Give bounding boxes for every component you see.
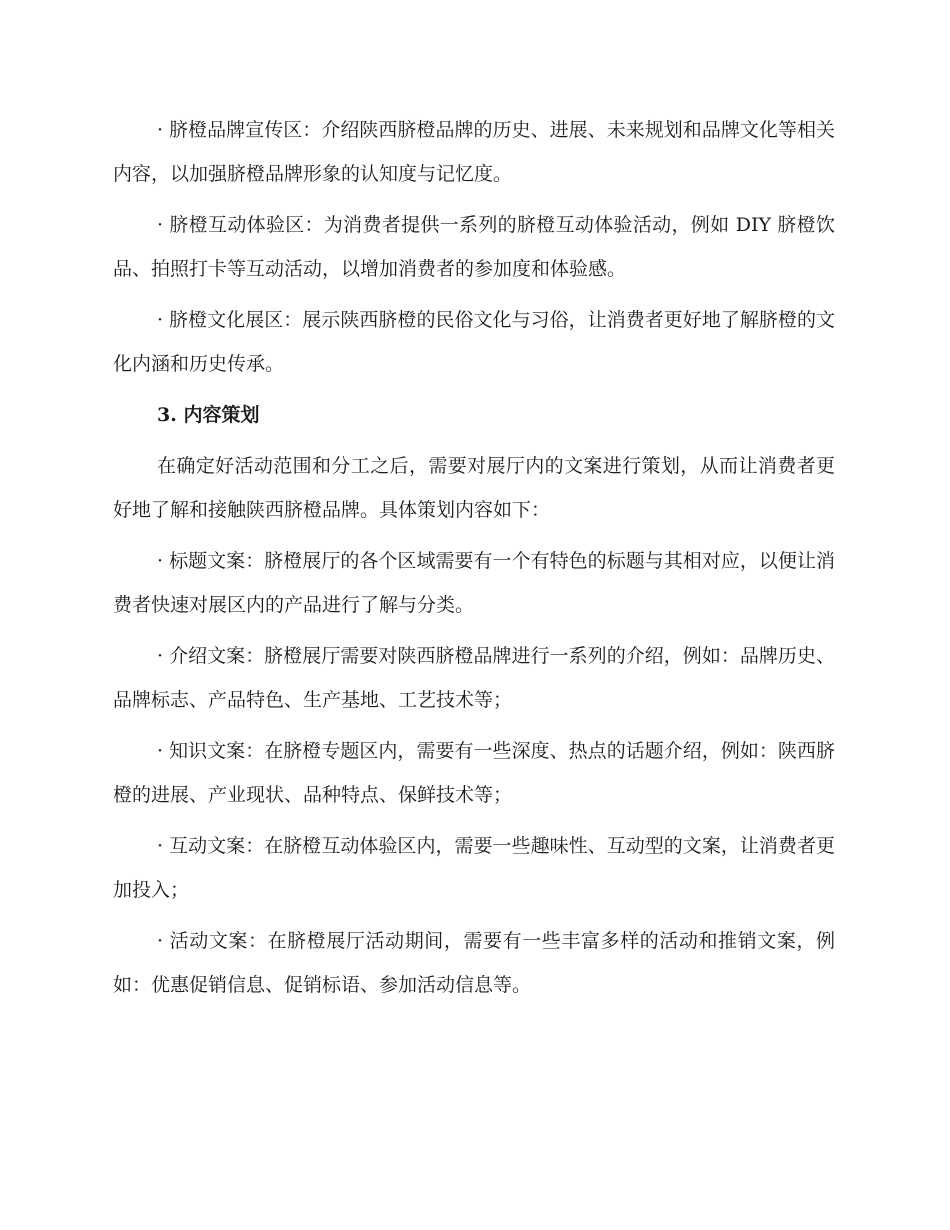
paragraph-knowledge-copy: · 知识文案：在脐橙专题区内，需要有一些深度、热点的话题介绍，例如：陕西脐橙的进展、产业现状、品种特点、保鲜技术等；	[113, 740, 835, 806]
paragraph-interaction-copy: · 互动文案：在脐橙互动体验区内，需要一些趣味性、互动型的文案，让消费者更加投入；	[113, 835, 835, 901]
paragraph-event-copy: · 活动文案：在脐橙展厅活动期间，需要有一些丰富多样的活动和推销文案，例如：优惠促销信息、促销标语、参加活动信息等。	[113, 930, 835, 996]
paragraph-brand-promotion-zone: · 脐橙品牌宣传区：介绍陕西脐橙品牌的历史、进展、未来规划和品牌文化等相关内容，以加强脐橙品牌形象的认知度与记忆度。	[113, 119, 835, 185]
section-heading-content-planning: 3. 内容策划	[157, 404, 260, 426]
paragraph-planning-intro: 在确定好活动范围和分工之后，需要对展厅内的文案进行策划，从而让消费者更好地了解和接触陕西脐橙品牌。具体策划内容如下：	[113, 455, 835, 521]
paragraph-interactive-experience-zone: · 脐橙互动体验区：为消费者提供一系列的脐橙互动体验活动，例如 DIY 脐橙饮品、拍照打卡等互动活动，以增加消费者的参加度和体验感。	[113, 214, 835, 280]
paragraph-culture-exhibition-zone: · 脐橙文化展区：展示陕西脐橙的民俗文化与习俗，让消费者更好地了解脐橙的文化内涵和历史传承。	[113, 309, 835, 375]
paragraph-introduction-copy: · 介绍文案：脐橙展厅需要对陕西脐橙品牌进行一系列的介绍，例如：品牌历史、品牌标志、产品特色、生产基地、工艺技术等；	[113, 645, 835, 711]
paragraph-title-copy: · 标题文案：脐橙展厅的各个区域需要有一个有特色的标题与其相对应，以便让消费者快速对展区内的产品进行了解与分类。	[113, 550, 835, 616]
document-body	[113, 108, 835, 1014]
